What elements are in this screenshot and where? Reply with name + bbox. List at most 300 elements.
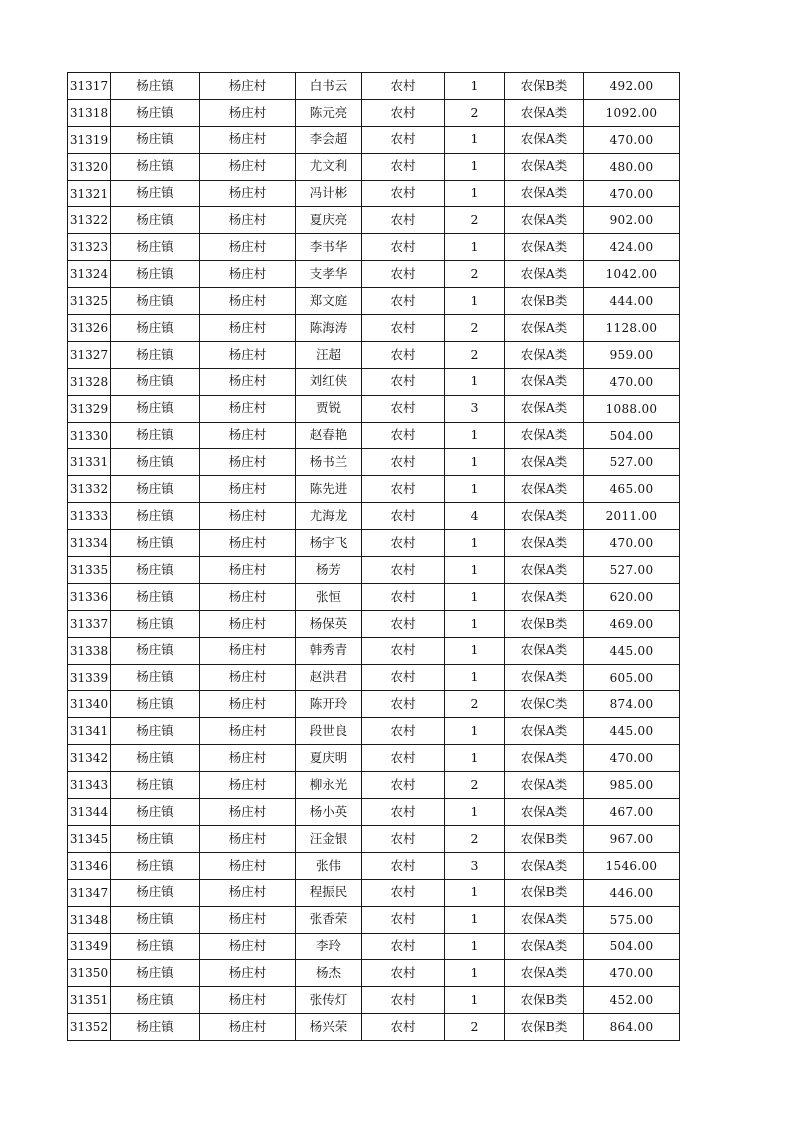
village-cell: 杨庄村: [200, 99, 296, 126]
amount-cell: 959.00: [584, 341, 680, 368]
table-row: [68, 180, 680, 207]
table-row: [68, 530, 680, 557]
village-cell: 杨庄村: [200, 180, 296, 207]
person-name-cell: 杨保英: [296, 610, 362, 637]
person-name-cell: 陈海涛: [296, 315, 362, 342]
village-cell: 杨庄村: [200, 718, 296, 745]
household-size-cell: 1: [445, 960, 505, 987]
person-name-cell: 杨宇飞: [296, 530, 362, 557]
table-row: [68, 852, 680, 879]
household-type-cell: 农村: [362, 73, 445, 100]
person-name-cell: 陈开玲: [296, 691, 362, 718]
township-cell: 杨庄镇: [111, 664, 200, 691]
table-row: [68, 422, 680, 449]
township-cell: 杨庄镇: [111, 583, 200, 610]
amount-cell: 480.00: [584, 153, 680, 180]
township-cell: 杨庄镇: [111, 745, 200, 772]
household-type-cell: 农村: [362, 341, 445, 368]
amount-cell: 470.00: [584, 368, 680, 395]
insurance-category-cell: 农保A类: [505, 476, 584, 503]
township-cell: 杨庄镇: [111, 557, 200, 584]
village-cell: 杨庄村: [200, 126, 296, 153]
amount-cell: 504.00: [584, 933, 680, 960]
village-cell: 杨庄村: [200, 772, 296, 799]
insurance-category-cell: 农保B类: [505, 1014, 584, 1041]
household-type-cell: 农村: [362, 288, 445, 315]
township-cell: 杨庄镇: [111, 503, 200, 530]
township-cell: 杨庄镇: [111, 234, 200, 261]
insurance-category-cell: 农保B类: [505, 288, 584, 315]
table-row: [68, 503, 680, 530]
serial-number-cell: 31344: [68, 799, 111, 826]
amount-cell: 527.00: [584, 557, 680, 584]
household-size-cell: 1: [445, 718, 505, 745]
person-name-cell: 陈元亮: [296, 99, 362, 126]
serial-number-cell: 31329: [68, 395, 111, 422]
person-name-cell: 贾锐: [296, 395, 362, 422]
serial-number-cell: 31335: [68, 557, 111, 584]
person-name-cell: 刘红侠: [296, 368, 362, 395]
insurance-category-cell: 农保A类: [505, 583, 584, 610]
serial-number-cell: 31322: [68, 207, 111, 234]
roster-table: [67, 72, 680, 1041]
serial-number-cell: 31334: [68, 530, 111, 557]
person-name-cell: 张恒: [296, 583, 362, 610]
serial-number-cell: 31352: [68, 1014, 111, 1041]
household-type-cell: 农村: [362, 987, 445, 1014]
household-type-cell: 农村: [362, 637, 445, 664]
household-size-cell: 1: [445, 745, 505, 772]
table-row: [68, 73, 680, 100]
amount-cell: 864.00: [584, 1014, 680, 1041]
serial-number-cell: 31345: [68, 825, 111, 852]
insurance-category-cell: 农保A类: [505, 234, 584, 261]
household-size-cell: 4: [445, 503, 505, 530]
township-cell: 杨庄镇: [111, 906, 200, 933]
household-type-cell: 农村: [362, 799, 445, 826]
insurance-category-cell: 农保A类: [505, 852, 584, 879]
village-cell: 杨庄村: [200, 610, 296, 637]
insurance-category-cell: 农保B类: [505, 879, 584, 906]
person-name-cell: 段世良: [296, 718, 362, 745]
household-size-cell: 1: [445, 906, 505, 933]
serial-number-cell: 31333: [68, 503, 111, 530]
household-type-cell: 农村: [362, 745, 445, 772]
amount-cell: 492.00: [584, 73, 680, 100]
insurance-category-cell: 农保A类: [505, 153, 584, 180]
serial-number-cell: 31320: [68, 153, 111, 180]
insurance-category-cell: 农保A类: [505, 637, 584, 664]
household-size-cell: 2: [445, 772, 505, 799]
table-row: [68, 772, 680, 799]
person-name-cell: 杨小英: [296, 799, 362, 826]
insurance-category-cell: 农保A类: [505, 503, 584, 530]
township-cell: 杨庄镇: [111, 99, 200, 126]
insurance-category-cell: 农保A类: [505, 126, 584, 153]
township-cell: 杨庄镇: [111, 288, 200, 315]
serial-number-cell: 31324: [68, 261, 111, 288]
amount-cell: 469.00: [584, 610, 680, 637]
person-name-cell: 杨杰: [296, 960, 362, 987]
person-name-cell: 李会超: [296, 126, 362, 153]
amount-cell: 445.00: [584, 637, 680, 664]
household-size-cell: 3: [445, 852, 505, 879]
serial-number-cell: 31328: [68, 368, 111, 395]
household-type-cell: 农村: [362, 395, 445, 422]
household-size-cell: 2: [445, 261, 505, 288]
village-cell: 杨庄村: [200, 664, 296, 691]
insurance-category-cell: 农保A类: [505, 933, 584, 960]
roster-body: [68, 73, 680, 1041]
household-type-cell: 农村: [362, 530, 445, 557]
table-row: [68, 476, 680, 503]
insurance-category-cell: 农保C类: [505, 691, 584, 718]
township-cell: 杨庄镇: [111, 341, 200, 368]
person-name-cell: 白书云: [296, 73, 362, 100]
household-size-cell: 1: [445, 664, 505, 691]
serial-number-cell: 31326: [68, 315, 111, 342]
household-size-cell: 1: [445, 422, 505, 449]
serial-number-cell: 31348: [68, 906, 111, 933]
insurance-category-cell: 农保A类: [505, 207, 584, 234]
household-type-cell: 农村: [362, 557, 445, 584]
insurance-category-cell: 农保A类: [505, 718, 584, 745]
household-type-cell: 农村: [362, 1014, 445, 1041]
township-cell: 杨庄镇: [111, 933, 200, 960]
household-type-cell: 农村: [362, 368, 445, 395]
village-cell: 杨庄村: [200, 207, 296, 234]
table-row: [68, 449, 680, 476]
township-cell: 杨庄镇: [111, 852, 200, 879]
insurance-category-cell: 农保A类: [505, 180, 584, 207]
village-cell: 杨庄村: [200, 691, 296, 718]
household-size-cell: 1: [445, 368, 505, 395]
village-cell: 杨庄村: [200, 557, 296, 584]
village-cell: 杨庄村: [200, 288, 296, 315]
household-size-cell: 1: [445, 126, 505, 153]
table-row: [68, 637, 680, 664]
township-cell: 杨庄镇: [111, 315, 200, 342]
township-cell: 杨庄镇: [111, 476, 200, 503]
amount-cell: 1042.00: [584, 261, 680, 288]
amount-cell: 465.00: [584, 476, 680, 503]
household-type-cell: 农村: [362, 852, 445, 879]
household-type-cell: 农村: [362, 422, 445, 449]
amount-cell: 985.00: [584, 772, 680, 799]
household-type-cell: 农村: [362, 718, 445, 745]
village-cell: 杨庄村: [200, 1014, 296, 1041]
insurance-category-cell: 农保A类: [505, 261, 584, 288]
person-name-cell: 支孝华: [296, 261, 362, 288]
serial-number-cell: 31327: [68, 341, 111, 368]
township-cell: 杨庄镇: [111, 368, 200, 395]
insurance-category-cell: 农保A类: [505, 557, 584, 584]
person-name-cell: 柳永光: [296, 772, 362, 799]
amount-cell: 504.00: [584, 422, 680, 449]
household-type-cell: 农村: [362, 691, 445, 718]
table-row: [68, 207, 680, 234]
table-row: [68, 1014, 680, 1041]
village-cell: 杨庄村: [200, 449, 296, 476]
serial-number-cell: 31351: [68, 987, 111, 1014]
serial-number-cell: 31331: [68, 449, 111, 476]
person-name-cell: 郑文庭: [296, 288, 362, 315]
village-cell: 杨庄村: [200, 987, 296, 1014]
amount-cell: 470.00: [584, 960, 680, 987]
village-cell: 杨庄村: [200, 852, 296, 879]
person-name-cell: 杨芳: [296, 557, 362, 584]
person-name-cell: 陈先进: [296, 476, 362, 503]
household-size-cell: 1: [445, 987, 505, 1014]
table-row: [68, 557, 680, 584]
amount-cell: 446.00: [584, 879, 680, 906]
person-name-cell: 冯计彬: [296, 180, 362, 207]
insurance-category-cell: 农保A类: [505, 368, 584, 395]
household-size-cell: 2: [445, 691, 505, 718]
person-name-cell: 赵春艳: [296, 422, 362, 449]
household-type-cell: 农村: [362, 126, 445, 153]
village-cell: 杨庄村: [200, 368, 296, 395]
amount-cell: 1088.00: [584, 395, 680, 422]
township-cell: 杨庄镇: [111, 960, 200, 987]
serial-number-cell: 31321: [68, 180, 111, 207]
person-name-cell: 张香荣: [296, 906, 362, 933]
table-row: [68, 718, 680, 745]
serial-number-cell: 31325: [68, 288, 111, 315]
amount-cell: 620.00: [584, 583, 680, 610]
insurance-category-cell: 农保A类: [505, 99, 584, 126]
household-size-cell: 1: [445, 288, 505, 315]
table-row: [68, 368, 680, 395]
village-cell: 杨庄村: [200, 153, 296, 180]
household-size-cell: 2: [445, 341, 505, 368]
serial-number-cell: 31332: [68, 476, 111, 503]
insurance-category-cell: 农保B类: [505, 73, 584, 100]
township-cell: 杨庄镇: [111, 207, 200, 234]
insurance-category-cell: 农保A类: [505, 449, 584, 476]
household-type-cell: 农村: [362, 664, 445, 691]
village-cell: 杨庄村: [200, 583, 296, 610]
village-cell: 杨庄村: [200, 315, 296, 342]
person-name-cell: 夏庆亮: [296, 207, 362, 234]
table-row: [68, 126, 680, 153]
household-type-cell: 农村: [362, 583, 445, 610]
insurance-category-cell: 农保B类: [505, 987, 584, 1014]
serial-number-cell: 31350: [68, 960, 111, 987]
serial-number-cell: 31349: [68, 933, 111, 960]
household-size-cell: 2: [445, 1014, 505, 1041]
township-cell: 杨庄镇: [111, 610, 200, 637]
serial-number-cell: 31319: [68, 126, 111, 153]
village-cell: 杨庄村: [200, 933, 296, 960]
township-cell: 杨庄镇: [111, 987, 200, 1014]
serial-number-cell: 31323: [68, 234, 111, 261]
table-row: [68, 960, 680, 987]
person-name-cell: 杨书兰: [296, 449, 362, 476]
amount-cell: 902.00: [584, 207, 680, 234]
person-name-cell: 杨兴荣: [296, 1014, 362, 1041]
serial-number-cell: 31343: [68, 772, 111, 799]
amount-cell: 575.00: [584, 906, 680, 933]
table-row: [68, 153, 680, 180]
household-size-cell: 1: [445, 799, 505, 826]
person-name-cell: 赵洪君: [296, 664, 362, 691]
household-size-cell: 1: [445, 73, 505, 100]
household-type-cell: 农村: [362, 610, 445, 637]
household-type-cell: 农村: [362, 476, 445, 503]
village-cell: 杨庄村: [200, 395, 296, 422]
insurance-category-cell: 农保B类: [505, 610, 584, 637]
person-name-cell: 李玲: [296, 933, 362, 960]
insurance-category-cell: 农保A类: [505, 422, 584, 449]
household-size-cell: 1: [445, 557, 505, 584]
village-cell: 杨庄村: [200, 476, 296, 503]
household-type-cell: 农村: [362, 180, 445, 207]
household-size-cell: 1: [445, 476, 505, 503]
household-size-cell: 1: [445, 933, 505, 960]
person-name-cell: 夏庆明: [296, 745, 362, 772]
serial-number-cell: 31341: [68, 718, 111, 745]
household-type-cell: 农村: [362, 933, 445, 960]
village-cell: 杨庄村: [200, 637, 296, 664]
village-cell: 杨庄村: [200, 234, 296, 261]
amount-cell: 470.00: [584, 745, 680, 772]
village-cell: 杨庄村: [200, 341, 296, 368]
table-row: [68, 987, 680, 1014]
township-cell: 杨庄镇: [111, 126, 200, 153]
insurance-category-cell: 农保A类: [505, 664, 584, 691]
township-cell: 杨庄镇: [111, 825, 200, 852]
amount-cell: 605.00: [584, 664, 680, 691]
township-cell: 杨庄镇: [111, 153, 200, 180]
amount-cell: 1128.00: [584, 315, 680, 342]
township-cell: 杨庄镇: [111, 691, 200, 718]
serial-number-cell: 31337: [68, 610, 111, 637]
person-name-cell: 尤文利: [296, 153, 362, 180]
township-cell: 杨庄镇: [111, 395, 200, 422]
township-cell: 杨庄镇: [111, 180, 200, 207]
table-row: [68, 745, 680, 772]
insurance-category-cell: 农保A类: [505, 341, 584, 368]
village-cell: 杨庄村: [200, 879, 296, 906]
amount-cell: 1092.00: [584, 99, 680, 126]
household-type-cell: 农村: [362, 960, 445, 987]
township-cell: 杨庄镇: [111, 772, 200, 799]
table-row: [68, 315, 680, 342]
village-cell: 杨庄村: [200, 799, 296, 826]
table-row: [68, 99, 680, 126]
household-type-cell: 农村: [362, 315, 445, 342]
table-row: [68, 825, 680, 852]
table-row: [68, 691, 680, 718]
amount-cell: 452.00: [584, 987, 680, 1014]
township-cell: 杨庄镇: [111, 449, 200, 476]
township-cell: 杨庄镇: [111, 637, 200, 664]
insurance-category-cell: 农保A类: [505, 906, 584, 933]
household-size-cell: 1: [445, 153, 505, 180]
insurance-category-cell: 农保A类: [505, 799, 584, 826]
village-cell: 杨庄村: [200, 906, 296, 933]
village-cell: 杨庄村: [200, 261, 296, 288]
serial-number-cell: 31336: [68, 583, 111, 610]
amount-cell: 1546.00: [584, 852, 680, 879]
household-type-cell: 农村: [362, 153, 445, 180]
person-name-cell: 程振民: [296, 879, 362, 906]
table-row: [68, 933, 680, 960]
household-type-cell: 农村: [362, 772, 445, 799]
person-name-cell: 汪超: [296, 341, 362, 368]
township-cell: 杨庄镇: [111, 530, 200, 557]
township-cell: 杨庄镇: [111, 422, 200, 449]
village-cell: 杨庄村: [200, 503, 296, 530]
insurance-category-cell: 农保A类: [505, 745, 584, 772]
household-type-cell: 农村: [362, 234, 445, 261]
serial-number-cell: 31317: [68, 73, 111, 100]
person-name-cell: 张传灯: [296, 987, 362, 1014]
table-row: [68, 261, 680, 288]
insurance-category-cell: 农保B类: [505, 825, 584, 852]
household-type-cell: 农村: [362, 261, 445, 288]
township-cell: 杨庄镇: [111, 261, 200, 288]
household-type-cell: 农村: [362, 207, 445, 234]
serial-number-cell: 31342: [68, 745, 111, 772]
amount-cell: 470.00: [584, 126, 680, 153]
village-cell: 杨庄村: [200, 825, 296, 852]
township-cell: 杨庄镇: [111, 799, 200, 826]
insurance-category-cell: 农保A类: [505, 530, 584, 557]
township-cell: 杨庄镇: [111, 718, 200, 745]
person-name-cell: 张伟: [296, 852, 362, 879]
amount-cell: 967.00: [584, 825, 680, 852]
person-name-cell: 汪金银: [296, 825, 362, 852]
table-row: [68, 583, 680, 610]
amount-cell: 470.00: [584, 530, 680, 557]
household-type-cell: 农村: [362, 825, 445, 852]
township-cell: 杨庄镇: [111, 73, 200, 100]
amount-cell: 2011.00: [584, 503, 680, 530]
household-size-cell: 1: [445, 610, 505, 637]
table-row: [68, 664, 680, 691]
household-size-cell: 1: [445, 879, 505, 906]
serial-number-cell: 31318: [68, 99, 111, 126]
table-row: [68, 610, 680, 637]
serial-number-cell: 31346: [68, 852, 111, 879]
person-name-cell: 李书华: [296, 234, 362, 261]
serial-number-cell: 31330: [68, 422, 111, 449]
table-row: [68, 906, 680, 933]
village-cell: 杨庄村: [200, 422, 296, 449]
household-size-cell: 2: [445, 825, 505, 852]
serial-number-cell: 31338: [68, 637, 111, 664]
household-size-cell: 1: [445, 583, 505, 610]
household-size-cell: 1: [445, 234, 505, 261]
amount-cell: 527.00: [584, 449, 680, 476]
table-row: [68, 341, 680, 368]
serial-number-cell: 31347: [68, 879, 111, 906]
amount-cell: 470.00: [584, 180, 680, 207]
serial-number-cell: 31339: [68, 664, 111, 691]
household-size-cell: 2: [445, 207, 505, 234]
table-row: [68, 799, 680, 826]
township-cell: 杨庄镇: [111, 1014, 200, 1041]
amount-cell: 424.00: [584, 234, 680, 261]
insurance-category-cell: 农保A类: [505, 772, 584, 799]
insurance-category-cell: 农保A类: [505, 315, 584, 342]
household-size-cell: 1: [445, 180, 505, 207]
household-type-cell: 农村: [362, 449, 445, 476]
amount-cell: 445.00: [584, 718, 680, 745]
person-name-cell: 韩秀青: [296, 637, 362, 664]
